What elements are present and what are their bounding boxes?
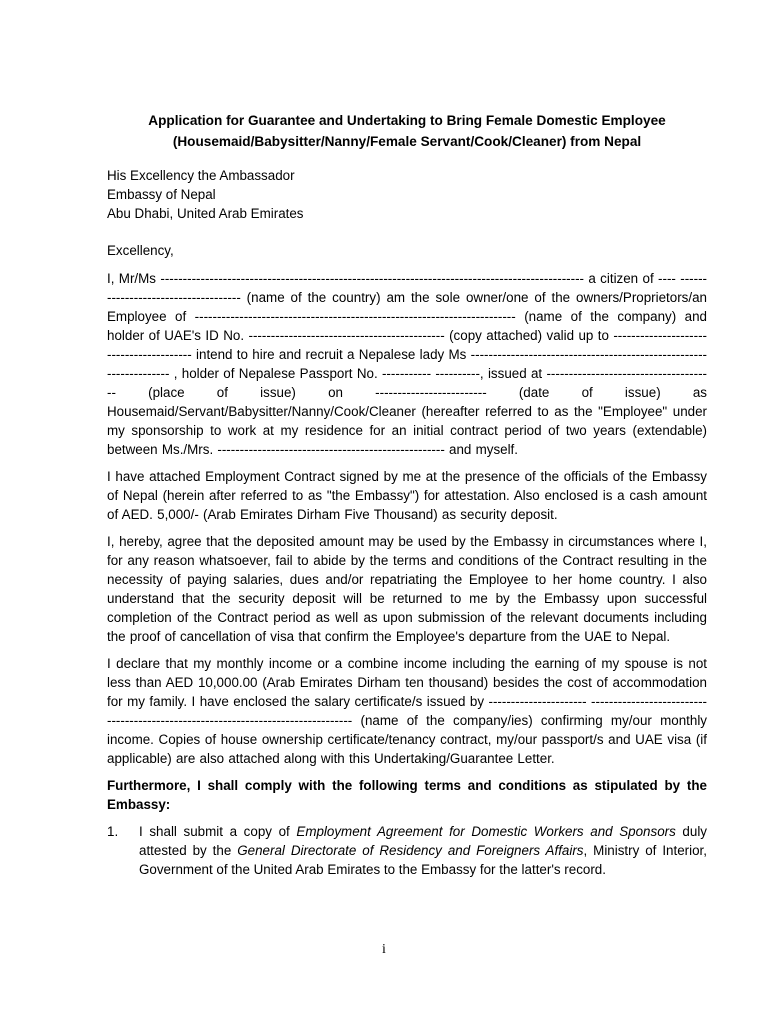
list-item-text xyxy=(139,822,707,879)
list-item xyxy=(107,822,707,879)
paragraph-terms-intro: Furthermore, I shall comply with the following terms and conditions as stipulated by the Embassy: xyxy=(107,778,707,812)
salutation: Excellency, xyxy=(107,243,174,258)
paragraph-deposit-usage: I, hereby, agree that the deposited amount may be used by the Embassy in circumstances where I, for any reason whatsoever, fail to abide by the terms and conditions of the Contract resulting in the necessity of paying salaries, dues and/or repatriating the Employee to her home country. I also understand that the security deposit will be returned to me by the Embassy upon successful completion of the Contract period as well as upon submission of the relevant documents including the proof of cancellation of visa that confirm the Employee's departure from the UAE to Nepal. xyxy=(107,534,707,644)
document-page xyxy=(107,110,707,879)
list-text-emphasis: Employment Agreement for Domestic Workers and Sponsors xyxy=(296,824,676,839)
title-line-2: (Housemaid/Babysitter/Nanny/Female Servant/Cook/Cleaner) from Nepal xyxy=(172,134,642,149)
list-text-part: duly attested by the xyxy=(139,824,707,858)
list-text-emphasis: General Directorate of Residency and Foreigners Affairs xyxy=(237,843,584,858)
address-line: Embassy of Nepal xyxy=(107,187,216,202)
address-line: Abu Dhabi, United Arab Emirates xyxy=(107,206,304,221)
address-line: His Excellency the Ambassador xyxy=(107,168,295,183)
paragraph-applicant-details: I, Mr/Ms ----------------------------------------------------------------------------------------------- a citizen of ---- ------------------------------------ (name of the country) am the sole owner/one of the owners/Proprietors/an Employee of ------------------------------------------------------------------------ (name of the company) and holder of UAE's ID No. -------------------------------------------- (copy attached) valid up to ---------------------------------------- intend to hire and recruit a Nepalese lady Ms ------------------------------------------------------------------- , holder of Nepalese Passport No. ----------- ----------, issued at -------------------------------------- (place of issue) on ------------------------- (date of issue) as Housemaid/Servant/Babysitter/Nanny/Cook/Cleaner (hereafter referred to as the "Employee" under my sponsorship to work at my residence for an initial contract period of two years (extendable) between Ms./Mrs. --------------------------------------------------- and myself. xyxy=(107,271,707,457)
document-title xyxy=(93,110,721,152)
paragraph-contract-deposit: I have attached Employment Contract signed by me at the presence of the officials of the Embassy of Nepal (herein after referred to as "the Embassy") for attestation. Also enclosed is a cash amount of AED. 5,000/- (Arab Emirates Dirham Five Thousand) as security deposit. xyxy=(107,469,707,522)
list-text-part: I shall submit a copy of xyxy=(139,824,297,839)
recipient-address xyxy=(107,166,707,223)
page-number: i xyxy=(382,942,386,957)
list-item-number: 1. xyxy=(107,824,119,839)
paragraph-income-declaration: I declare that my monthly income or a combine income including the earning of my spouse is not less than AED 10,000.00 (Arab Emirates Dirham ten thousand) besides the cost of accommodation for my family. I have enclosed the salary certificate/s issued by ---------------------- --------------------------------------------------------------------------------- (name of the company/ies) confirming my/our monthly income. Copies of house ownership certificate/tenancy contract, my/our passport/s and UAE visa (if applicable) are also attached along with this Undertaking/Guarantee Letter. xyxy=(107,656,707,766)
list-text-part: , Ministry of Interior, Government of the United Arab Emirates to the Embassy for the latter's record. xyxy=(139,843,707,877)
title-line-1: Application for Guarantee and Undertaking to Bring Female Domestic Employee xyxy=(148,113,666,128)
